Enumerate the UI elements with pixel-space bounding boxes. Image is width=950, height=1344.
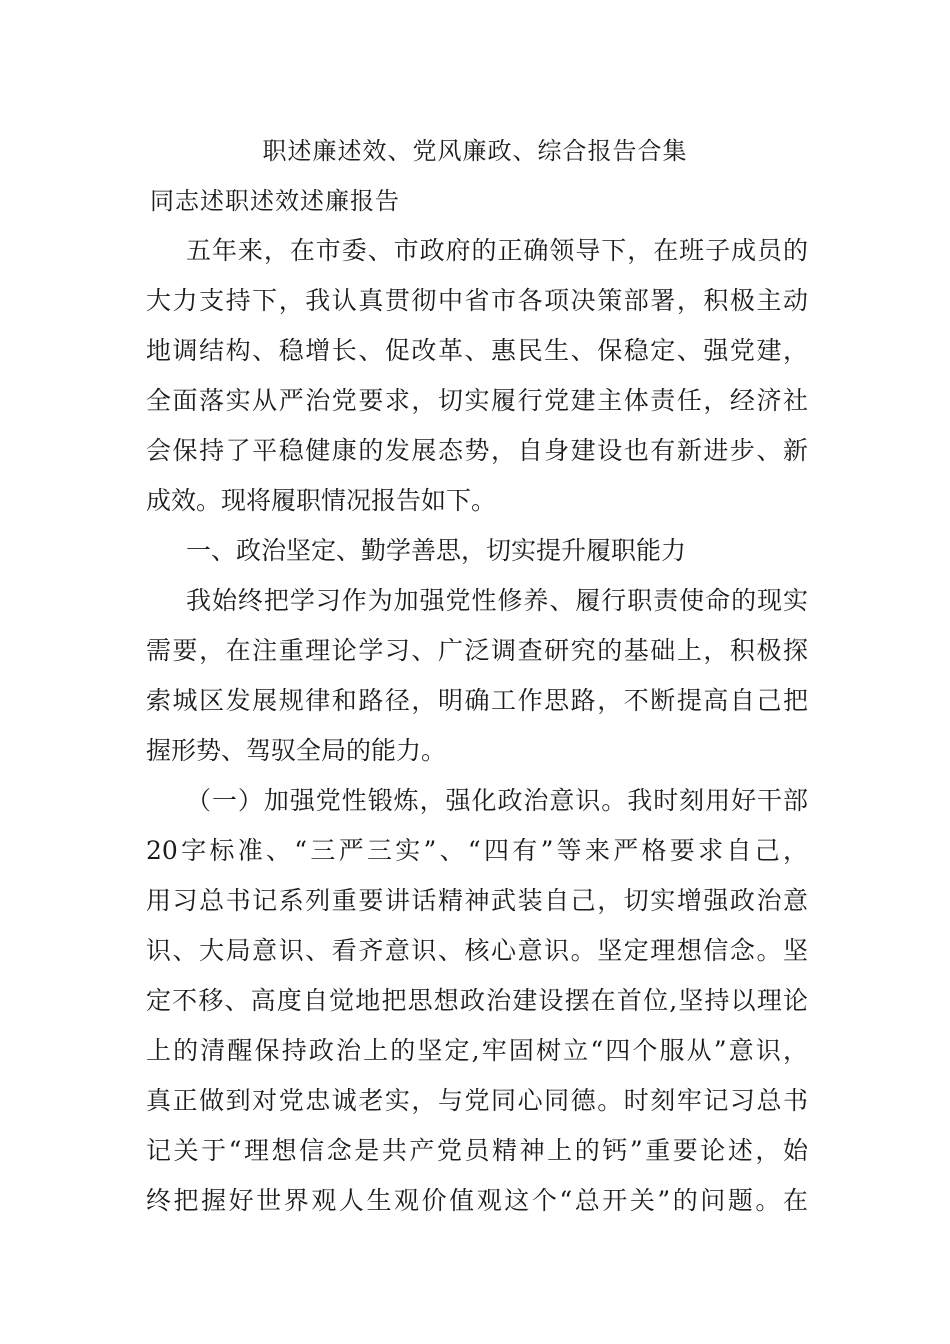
paragraph-line: 识、大局意识、看齐意识、核心意识。坚定理想信念。坚 [146, 936, 808, 965]
paragraph-line: 真正做到对党忠诚老实，与党同心同德。时刻牢记习总书 [146, 1086, 808, 1115]
paragraph-line: 我始终把学习作为加强党性修养、履行职责使命的现实 [186, 586, 808, 615]
paragraph-line: 索城区发展规律和路径，明确工作思路，不断提高自己把 [146, 686, 808, 715]
paragraph-line: 全面落实从严治党要求，切实履行党建主体责任，经济社 [146, 386, 808, 415]
paragraph-line: 用习总书记系列重要讲话精神武装自己，切实增强政治意 [146, 886, 808, 915]
paragraph-line: 会保持了平稳健康的发展态势，自身建设也有新进步、新 [146, 436, 808, 465]
paragraph-line: 终把握好世界观人生观价值观这个“总开关”的问题。在 [146, 1186, 808, 1215]
paragraph-line: 定不移、高度自觉地把思想政治建设摆在首位,坚持以理论 [146, 986, 808, 1015]
document-subtitle: 同志述职述效述廉报告 [150, 187, 400, 215]
paragraph-line: 需要，在注重理论学习、广泛调查研究的基础上，积极探 [146, 636, 808, 665]
paragraph-line: 地调结构、稳增长、促改革、惠民生、保稳定、强党建， [146, 336, 808, 365]
paragraph-line: 握形势、驾驭全局的能力。 [146, 736, 447, 765]
paragraph-line: 成效。现将履职情况报告如下。 [146, 486, 497, 515]
section-heading: 一、政治坚定、勤学善思，切实提升履职能力 [186, 536, 687, 565]
paragraph-line: （一）加强党性锻炼，强化政治意识。我时刻用好干部 [186, 786, 808, 815]
paragraph-line: 五年来，在市委、市政府的正确领导下，在班子成员的 [186, 236, 808, 265]
paragraph-line: 大力支持下，我认真贯彻中省市各项决策部署，积极主动 [146, 286, 808, 315]
paragraph-line: 记关于“理想信念是共产党员精神上的钙”重要论述，始 [146, 1136, 808, 1165]
document-title: 职述廉述效、党风廉政、综合报告合集 [262, 137, 688, 165]
paragraph-line: 20字标准、“三严三实”、“四有”等来严格要求自己， [146, 836, 808, 865]
paragraph-line: 上的清醒保持政治上的坚定,牢固树立“四个服从”意识， [146, 1036, 808, 1065]
